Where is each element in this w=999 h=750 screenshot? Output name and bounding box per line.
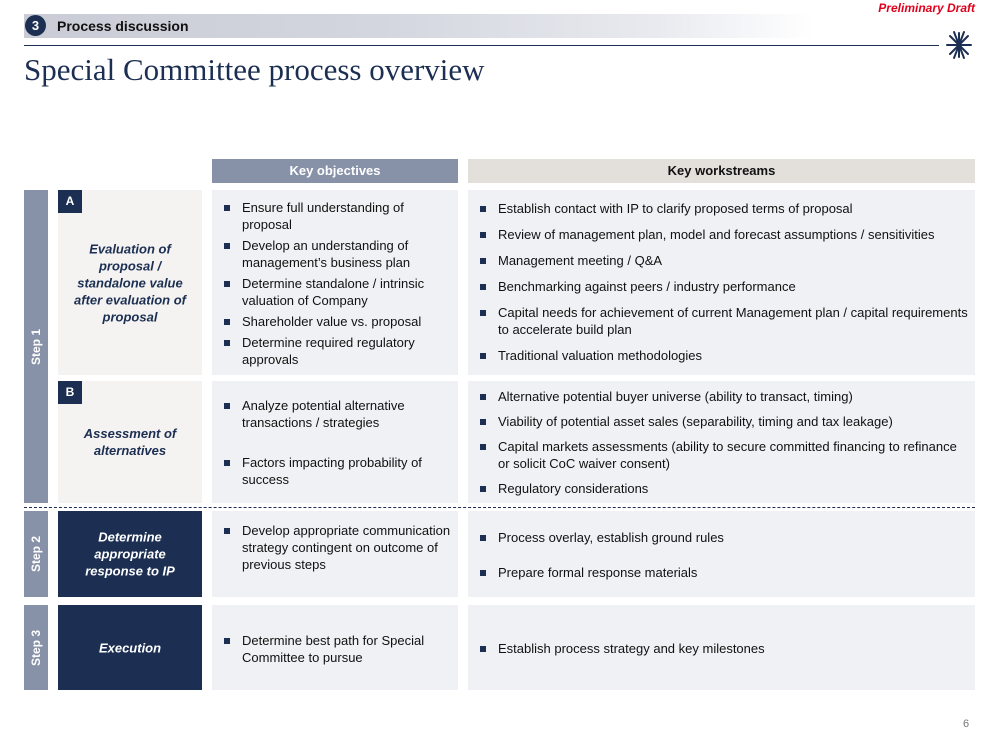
- list-item: Review of management plan, model and forecast assumptions / sensitivities: [468, 226, 975, 243]
- step-3-description-cell: [58, 605, 202, 690]
- list-item: Analyze potential alternative transactions / strategies: [212, 397, 458, 431]
- step-3-workstreams-cell: [468, 605, 975, 690]
- list-item: Determine required regulatory approvals: [212, 334, 458, 368]
- header-rule: [24, 45, 939, 46]
- asterisk-star-logo-icon: [944, 27, 974, 63]
- step-2-bar: [24, 511, 48, 597]
- page-title: Special Committee process overview: [24, 52, 485, 87]
- step-3-label: Step 3: [29, 629, 43, 666]
- list-item: Factors impacting probability of success: [212, 454, 458, 488]
- list-item: Process overlay, establish ground rules: [468, 529, 975, 546]
- list-item: Ensure full understanding of proposal: [212, 199, 458, 233]
- step-2-objectives-cell: [212, 511, 458, 597]
- step-2-label: Step 2: [29, 535, 43, 573]
- section-number-badge: 3: [25, 15, 46, 36]
- list-item: Benchmarking against peers / industry performance: [468, 278, 975, 295]
- step-divider: [24, 507, 975, 508]
- step-3-description: Execution: [98, 640, 162, 655]
- row-a-objectives-cell: [212, 190, 458, 375]
- list-item: Develop an understanding of management’s business plan: [212, 237, 458, 271]
- row-b-description: Assessment of alternatives: [83, 426, 177, 458]
- row-b-badge: B: [58, 381, 82, 404]
- step-2-description: Determine appropriate response to IP: [85, 529, 175, 579]
- step-1-bar: [24, 190, 48, 503]
- list-item: Alternative potential buyer universe (ability to transact, timing): [468, 388, 975, 405]
- objectives-column-header: Key objectives: [212, 159, 458, 183]
- list-item: Determine best path for Special Committee to pursue: [212, 632, 458, 666]
- row-b-objectives-cell: [212, 381, 458, 503]
- list-item: Capital markets assessments (ability to secure committed financing to refinance or solicit CoC waiver consent): [468, 438, 975, 472]
- list-item: Regulatory considerations: [468, 480, 975, 497]
- list-item: Management meeting / Q&A: [468, 252, 975, 269]
- step-2-workstreams-cell: [468, 511, 975, 597]
- step-3-bar: [24, 605, 48, 690]
- row-a-description-cell: [58, 190, 202, 375]
- list-item: Determine standalone / intrinsic valuation of Company: [212, 275, 458, 309]
- step-3-objectives-cell: [212, 605, 458, 690]
- list-item: Capital needs for achievement of current Management plan / capital requirements to accelerate build plan: [468, 304, 975, 338]
- step-2-description-cell: [58, 511, 202, 597]
- list-item: Prepare formal response materials: [468, 564, 975, 581]
- list-item: Viability of potential asset sales (separability, timing and tax leakage): [468, 413, 975, 430]
- list-item: Establish contact with IP to clarify proposed terms of proposal: [468, 200, 975, 217]
- row-a-workstreams-cell: [468, 190, 975, 375]
- row-a-description: Evaluation of proposal / standalone value after evaluation of proposal: [74, 241, 186, 324]
- row-a-badge: A: [58, 190, 82, 213]
- step-1-label: Step 1: [29, 328, 43, 365]
- list-item: Traditional valuation methodologies: [468, 347, 975, 364]
- page-number: 6: [963, 718, 970, 730]
- list-item: Shareholder value vs. proposal: [212, 313, 458, 330]
- draft-label: Preliminary Draft: [878, 1, 975, 15]
- workstreams-column-header: Key workstreams: [468, 159, 975, 183]
- section-label: Process discussion: [57, 18, 189, 34]
- row-b-workstreams-cell: [468, 381, 975, 503]
- list-item: Develop appropriate communication strategy contingent on outcome of previous steps: [212, 522, 458, 573]
- row-b-description-cell: [58, 381, 202, 503]
- list-item: Establish process strategy and key milestones: [468, 640, 975, 657]
